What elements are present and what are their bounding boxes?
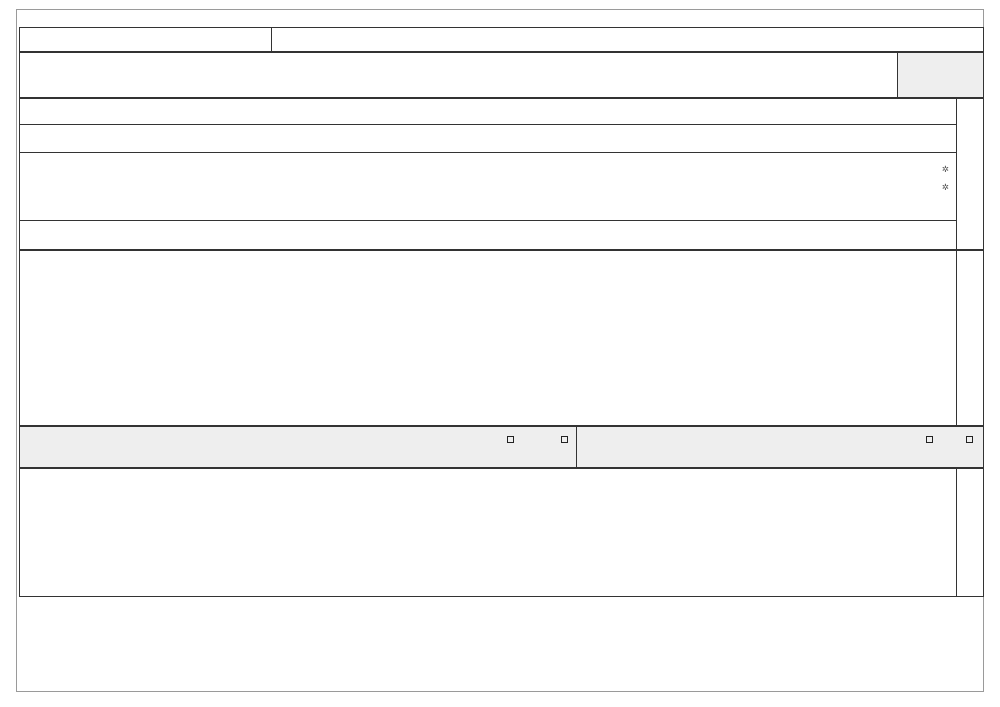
internal-none-checkbox[interactable] (926, 436, 933, 443)
visits-row (20, 221, 957, 249)
gear-icon: ✲ (941, 165, 949, 175)
header-row (19, 27, 984, 52)
internal-links-cell (576, 427, 983, 467)
laws-note-2 (20, 179, 949, 197)
internal-none-option[interactable] (924, 432, 935, 449)
specs-section (19, 98, 984, 250)
external-links-cell (20, 427, 576, 467)
internal-has-option[interactable] (964, 432, 975, 449)
external-none-option[interactable] (505, 432, 516, 449)
internal-has-checkbox[interactable] (966, 436, 973, 443)
title-cell (271, 28, 983, 51)
external-has-option[interactable] (559, 432, 570, 449)
links-row (19, 426, 984, 468)
steps-section (19, 468, 984, 597)
gear-icon: ✲ (941, 183, 949, 193)
external-none-checkbox[interactable] (507, 436, 514, 443)
external-links-line (20, 432, 570, 449)
start-method-row (20, 99, 957, 125)
access-section-label (956, 251, 983, 425)
external-has-checkbox[interactable] (561, 436, 568, 443)
service-id-cell (20, 28, 271, 51)
access-section (19, 250, 984, 426)
internal-links-line (577, 432, 975, 449)
steps-section-label (956, 469, 983, 596)
laws-row (20, 153, 957, 221)
laws-note-1 (20, 161, 949, 179)
description-row (19, 52, 984, 98)
specs-section-label (956, 99, 983, 249)
description-label (897, 53, 983, 97)
description-text (20, 53, 897, 97)
required-docs-row (20, 125, 957, 153)
